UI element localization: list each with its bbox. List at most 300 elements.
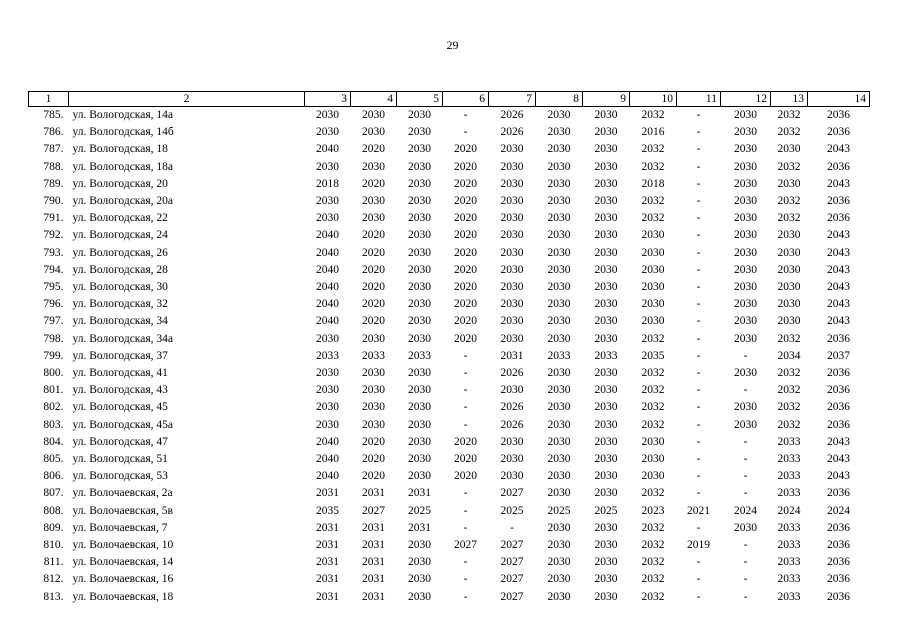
table-row — [29, 571, 870, 588]
value-cell: 2032 — [777, 109, 801, 121]
address-cell: ул. Вологодская, 18 — [72, 143, 168, 156]
value-cell: 2030 — [547, 470, 571, 483]
value-cell: 2040 — [316, 263, 339, 276]
column-header-10: 10 — [630, 92, 677, 107]
value-cell: - — [696, 435, 701, 448]
value-cell: 2032 — [641, 590, 665, 603]
value-cell: - — [696, 384, 701, 397]
value-cell: - — [696, 143, 701, 156]
row-number: 807. — [43, 487, 64, 500]
value-cell: 2036 — [827, 384, 850, 397]
row-number: 799. — [43, 349, 64, 362]
table-row — [29, 399, 870, 416]
table-row — [29, 141, 870, 158]
value-cell: 2043 — [827, 298, 850, 311]
value-cell: - — [696, 126, 701, 139]
address-cell: ул. Вологодская, 51 — [72, 453, 168, 466]
value-cell: 2030 — [547, 332, 571, 345]
value-cell: 2030 — [594, 195, 618, 208]
value-cell: 2032 — [641, 195, 665, 208]
row-number: 802. — [43, 401, 64, 414]
table-row — [29, 417, 870, 434]
value-cell: 2020 — [454, 177, 477, 190]
value-cell: 2030 — [547, 384, 571, 397]
value-cell: 2036 — [827, 126, 850, 139]
value-cell: 2032 — [777, 160, 801, 173]
table-row — [29, 382, 870, 399]
value-cell: 2030 — [500, 263, 524, 276]
value-cell: 2040 — [316, 229, 339, 242]
value-cell: 2036 — [827, 195, 850, 208]
value-cell: 2030 — [777, 177, 801, 190]
address-cell: ул. Вологодская, 20 — [72, 177, 168, 190]
table-body — [29, 107, 870, 606]
value-cell: - — [696, 281, 701, 294]
value-cell: - — [696, 177, 701, 190]
value-cell: 2030 — [594, 263, 618, 276]
value-cell: 2020 — [362, 246, 385, 259]
value-cell: 2032 — [777, 212, 801, 225]
value-cell: 2033 — [362, 349, 385, 362]
value-cell: - — [463, 556, 468, 569]
value-cell: 2030 — [408, 573, 431, 586]
value-cell: 2027 — [500, 573, 524, 586]
table-row — [29, 245, 870, 262]
value-cell: 2030 — [500, 435, 524, 448]
row-number: 792. — [43, 229, 64, 242]
row-number: 794. — [43, 263, 64, 276]
column-header-1: 1 — [29, 92, 69, 107]
address-cell: ул. Волочаевская, 14 — [72, 556, 174, 569]
value-cell: 2020 — [454, 212, 477, 225]
value-cell: 2030 — [408, 315, 431, 328]
value-cell: - — [696, 195, 701, 208]
value-cell: 2030 — [408, 539, 431, 552]
value-cell: 2033 — [316, 349, 339, 362]
value-cell: 2043 — [827, 246, 850, 259]
address-cell: ул. Вологодская, 26 — [72, 246, 168, 259]
row-number: 795. — [43, 281, 64, 294]
value-cell: 2030 — [641, 470, 665, 483]
value-cell: 2030 — [408, 453, 431, 466]
row-number: 805. — [43, 453, 64, 466]
address-cell: ул. Вологодская, 41 — [72, 367, 168, 380]
value-cell: 2031 — [316, 556, 339, 569]
value-cell: - — [463, 590, 468, 603]
value-cell: 2020 — [362, 229, 385, 242]
value-cell: 2030 — [734, 263, 757, 276]
value-cell: 2032 — [641, 332, 665, 345]
value-cell: 2030 — [362, 418, 385, 431]
address-cell: ул. Волочаевская, 5в — [72, 504, 173, 517]
row-number: 800. — [43, 367, 64, 380]
value-cell: 2025 — [500, 504, 524, 517]
value-cell: 2030 — [641, 263, 665, 276]
value-cell: - — [696, 109, 701, 121]
value-cell: 2030 — [594, 573, 618, 586]
value-cell: - — [696, 470, 701, 483]
value-cell: 2020 — [454, 143, 477, 156]
table-row — [29, 365, 870, 382]
value-cell: 2030 — [408, 246, 431, 259]
value-cell: 2030 — [408, 109, 431, 121]
value-cell: 2033 — [777, 590, 801, 603]
address-cell: ул. Вологодская, 37 — [72, 349, 168, 362]
value-cell: 2032 — [641, 384, 665, 397]
value-cell: 2030 — [316, 126, 339, 139]
table-row — [29, 331, 870, 348]
value-cell: 2027 — [500, 539, 524, 552]
value-cell: - — [743, 453, 748, 466]
value-cell: 2030 — [362, 109, 385, 121]
value-cell: 2036 — [827, 332, 850, 345]
value-cell: - — [463, 367, 468, 380]
value-cell: 2030 — [362, 126, 385, 139]
row-number: 789. — [43, 177, 64, 190]
row-number: 785. — [43, 109, 64, 121]
row-number: 813. — [43, 590, 64, 603]
value-cell: 2030 — [500, 315, 524, 328]
value-cell: 2040 — [316, 246, 339, 259]
value-cell: 2020 — [454, 435, 477, 448]
value-cell: 2043 — [827, 435, 850, 448]
value-cell: 2030 — [594, 246, 618, 259]
value-cell: 2030 — [734, 177, 757, 190]
value-cell: 2016 — [641, 126, 665, 139]
table-row — [29, 434, 870, 451]
value-cell: 2030 — [547, 109, 571, 121]
table-row — [29, 537, 870, 554]
value-cell: 2020 — [454, 298, 477, 311]
value-cell: 2033 — [777, 521, 801, 534]
address-cell: ул. Вологодская, 14б — [72, 126, 174, 139]
value-cell: - — [463, 418, 468, 431]
value-cell: - — [696, 401, 701, 414]
value-cell: 2030 — [362, 401, 385, 414]
value-cell: 2019 — [687, 539, 710, 552]
value-cell: 2030 — [547, 453, 571, 466]
value-cell: 2033 — [777, 539, 801, 552]
value-cell: 2030 — [408, 126, 431, 139]
value-cell: - — [463, 521, 468, 534]
value-cell: 2043 — [827, 229, 850, 242]
value-cell: 2030 — [408, 332, 431, 345]
value-cell: 2040 — [316, 281, 339, 294]
address-cell: ул. Вологодская, 22 — [72, 212, 168, 225]
row-number: 797. — [43, 315, 64, 328]
value-cell: 2030 — [777, 281, 801, 294]
value-cell: 2030 — [500, 195, 524, 208]
table-row — [29, 193, 870, 210]
value-cell: 2030 — [594, 384, 618, 397]
data-table — [28, 91, 870, 606]
value-cell: 2031 — [316, 521, 339, 534]
value-cell: 2020 — [454, 246, 477, 259]
value-cell: 2030 — [547, 177, 571, 190]
value-cell: 2032 — [641, 367, 665, 380]
value-cell: 2020 — [362, 263, 385, 276]
value-cell: 2030 — [734, 401, 757, 414]
value-cell: 2030 — [777, 229, 801, 242]
value-cell: 2030 — [362, 212, 385, 225]
value-cell: 2030 — [408, 195, 431, 208]
value-cell: 2030 — [547, 590, 571, 603]
column-header-2: 2 — [69, 92, 305, 107]
table-row — [29, 348, 870, 365]
address-cell: ул. Вологодская, 34 — [72, 315, 168, 328]
value-cell: 2030 — [362, 332, 385, 345]
value-cell: - — [696, 212, 701, 225]
value-cell: 2030 — [547, 246, 571, 259]
value-cell: 2040 — [316, 435, 339, 448]
value-cell: 2020 — [362, 143, 385, 156]
value-cell: 2030 — [734, 160, 757, 173]
address-cell: ул. Волочаевская, 2а — [72, 487, 173, 500]
value-cell: 2036 — [827, 160, 850, 173]
value-cell: 2024 — [777, 504, 801, 517]
value-cell: 2032 — [777, 384, 801, 397]
column-header-7: 7 — [489, 92, 536, 107]
value-cell: - — [463, 401, 468, 414]
row-number: 786. — [43, 126, 64, 139]
value-cell: 2030 — [408, 281, 431, 294]
value-cell: 2030 — [641, 315, 665, 328]
value-cell: 2030 — [594, 109, 618, 121]
row-number: 809. — [43, 521, 64, 534]
value-cell: 2030 — [641, 298, 665, 311]
value-cell: 2030 — [547, 418, 571, 431]
value-cell: 2036 — [827, 367, 850, 380]
value-cell: 2030 — [734, 229, 757, 242]
value-cell: 2030 — [594, 212, 618, 225]
table-row — [29, 210, 870, 227]
value-cell: 2036 — [827, 401, 850, 414]
table-row — [29, 296, 870, 313]
value-cell: 2030 — [734, 332, 757, 345]
value-cell: 2030 — [500, 470, 524, 483]
column-header-12: 12 — [721, 92, 771, 107]
value-cell: 2030 — [500, 229, 524, 242]
table-row — [29, 468, 870, 485]
value-cell: 2036 — [827, 487, 850, 500]
value-cell: 2030 — [594, 556, 618, 569]
value-cell: 2036 — [827, 521, 850, 534]
value-cell: 2030 — [408, 263, 431, 276]
value-cell: 2036 — [827, 212, 850, 225]
value-cell: 2030 — [734, 246, 757, 259]
value-cell: 2030 — [408, 160, 431, 173]
row-number: 791. — [43, 212, 64, 225]
value-cell: 2020 — [454, 229, 477, 242]
value-cell: - — [743, 435, 748, 448]
value-cell: 2030 — [547, 229, 571, 242]
value-cell: 2033 — [547, 349, 571, 362]
value-cell: 2030 — [594, 521, 618, 534]
value-cell: 2030 — [777, 246, 801, 259]
value-cell: 2030 — [316, 384, 339, 397]
value-cell: - — [463, 109, 468, 121]
value-cell: 2030 — [408, 177, 431, 190]
value-cell: 2020 — [454, 160, 477, 173]
value-cell: 2031 — [316, 539, 339, 552]
value-cell: - — [696, 487, 701, 500]
value-cell: 2030 — [594, 418, 618, 431]
value-cell: 2043 — [827, 143, 850, 156]
column-header-3: 3 — [305, 92, 351, 107]
value-cell: 2030 — [408, 367, 431, 380]
value-cell: 2030 — [362, 195, 385, 208]
value-cell: 2032 — [641, 539, 665, 552]
row-number: 801. — [43, 384, 64, 397]
address-cell: ул. Вологодская, 45а — [72, 418, 173, 431]
value-cell: 2037 — [827, 349, 850, 362]
value-cell: 2030 — [408, 298, 431, 311]
address-cell: ул. Вологодская, 32 — [72, 298, 168, 311]
value-cell: 2023 — [641, 504, 665, 517]
column-header-13: 13 — [771, 92, 808, 107]
value-cell: 2020 — [454, 470, 477, 483]
value-cell: - — [696, 573, 701, 586]
value-cell: 2026 — [500, 418, 524, 431]
value-cell: 2030 — [408, 212, 431, 225]
value-cell: - — [463, 487, 468, 500]
value-cell: 2026 — [500, 126, 524, 139]
value-cell: 2032 — [641, 143, 665, 156]
address-cell: ул. Вологодская, 24 — [72, 229, 168, 242]
value-cell: 2018 — [316, 177, 339, 190]
table-row — [29, 262, 870, 279]
value-cell: 2030 — [362, 367, 385, 380]
value-cell: - — [696, 556, 701, 569]
value-cell: - — [696, 229, 701, 242]
value-cell: 2040 — [316, 453, 339, 466]
value-cell: 2030 — [547, 298, 571, 311]
value-cell: 2030 — [408, 401, 431, 414]
value-cell: 2043 — [827, 315, 850, 328]
value-cell: 2030 — [734, 521, 757, 534]
row-number: 793. — [43, 246, 64, 259]
table-row — [29, 520, 870, 537]
address-cell: ул. Вологодская, 45 — [72, 401, 168, 414]
value-cell: 2030 — [547, 573, 571, 586]
value-cell: 2032 — [777, 418, 801, 431]
value-cell: 2030 — [594, 367, 618, 380]
value-cell: 2036 — [827, 418, 850, 431]
value-cell: 2040 — [316, 298, 339, 311]
value-cell: 2040 — [316, 470, 339, 483]
value-cell: - — [463, 384, 468, 397]
value-cell: 2030 — [641, 453, 665, 466]
value-cell: 2030 — [734, 418, 757, 431]
value-cell: - — [696, 367, 701, 380]
value-cell: 2036 — [827, 573, 850, 586]
column-header-4: 4 — [351, 92, 397, 107]
value-cell: 2030 — [641, 246, 665, 259]
address-cell: ул. Вологодская, 18а — [72, 160, 173, 173]
row-number: 790. — [43, 195, 64, 208]
value-cell: 2032 — [777, 195, 801, 208]
value-cell: 2035 — [316, 504, 339, 517]
value-cell: 2032 — [641, 418, 665, 431]
value-cell: 2032 — [641, 487, 665, 500]
value-cell: - — [696, 315, 701, 328]
value-cell: 2033 — [594, 349, 618, 362]
value-cell: 2030 — [500, 160, 524, 173]
value-cell: 2030 — [547, 521, 571, 534]
value-cell: 2027 — [362, 504, 385, 517]
value-cell: 2030 — [316, 418, 339, 431]
table-row — [29, 176, 870, 193]
value-cell: 2030 — [500, 177, 524, 190]
value-cell: 2020 — [362, 315, 385, 328]
value-cell: - — [743, 349, 748, 362]
value-cell: - — [696, 521, 701, 534]
value-cell: - — [743, 539, 748, 552]
value-cell: 2030 — [408, 384, 431, 397]
value-cell: 2031 — [362, 590, 385, 603]
value-cell: 2031 — [500, 349, 524, 362]
table-row — [29, 554, 870, 571]
value-cell: 2020 — [454, 195, 477, 208]
value-cell: 2030 — [594, 539, 618, 552]
value-cell: 2030 — [316, 195, 339, 208]
value-cell: 2030 — [594, 487, 618, 500]
row-number: 788. — [43, 160, 64, 173]
address-cell: ул. Вологодская, 28 — [72, 263, 168, 276]
table-row — [29, 485, 870, 502]
value-cell: 2030 — [316, 109, 339, 121]
value-cell: 2027 — [500, 556, 524, 569]
value-cell: - — [743, 384, 748, 397]
address-cell: ул. Вологодская, 43 — [72, 384, 168, 397]
value-cell: - — [510, 521, 514, 534]
column-header-5: 5 — [397, 92, 443, 107]
value-cell: 2030 — [500, 212, 524, 225]
value-cell: 2030 — [641, 435, 665, 448]
value-cell: 2030 — [547, 263, 571, 276]
value-cell: 2032 — [777, 126, 801, 139]
row-number: 804. — [43, 435, 64, 448]
value-cell: 2030 — [734, 212, 757, 225]
value-cell: 2027 — [454, 539, 477, 552]
value-cell: 2033 — [777, 487, 801, 500]
value-cell: 2030 — [362, 160, 385, 173]
table-row — [29, 451, 870, 468]
value-cell: 2032 — [777, 332, 801, 345]
header-row — [29, 92, 870, 107]
value-cell: 2033 — [777, 470, 801, 483]
value-cell: 2030 — [547, 539, 571, 552]
value-cell: 2020 — [454, 281, 477, 294]
value-cell: 2030 — [547, 281, 571, 294]
address-cell: ул. Вологодская, 34а — [72, 332, 173, 345]
value-cell: - — [463, 504, 468, 517]
table-row — [29, 159, 870, 176]
row-number: 798. — [43, 332, 64, 345]
row-number: 796. — [43, 298, 64, 311]
value-cell: 2043 — [827, 281, 850, 294]
value-cell: - — [696, 263, 701, 276]
value-cell: 2030 — [594, 401, 618, 414]
value-cell: 2030 — [408, 143, 431, 156]
value-cell: 2033 — [777, 435, 801, 448]
address-cell: ул. Волочаевская, 7 — [72, 521, 168, 534]
value-cell: 2030 — [594, 143, 618, 156]
value-cell: 2030 — [777, 263, 801, 276]
table-row — [29, 124, 870, 141]
value-cell: 2032 — [641, 109, 665, 121]
value-cell: 2026 — [500, 367, 524, 380]
